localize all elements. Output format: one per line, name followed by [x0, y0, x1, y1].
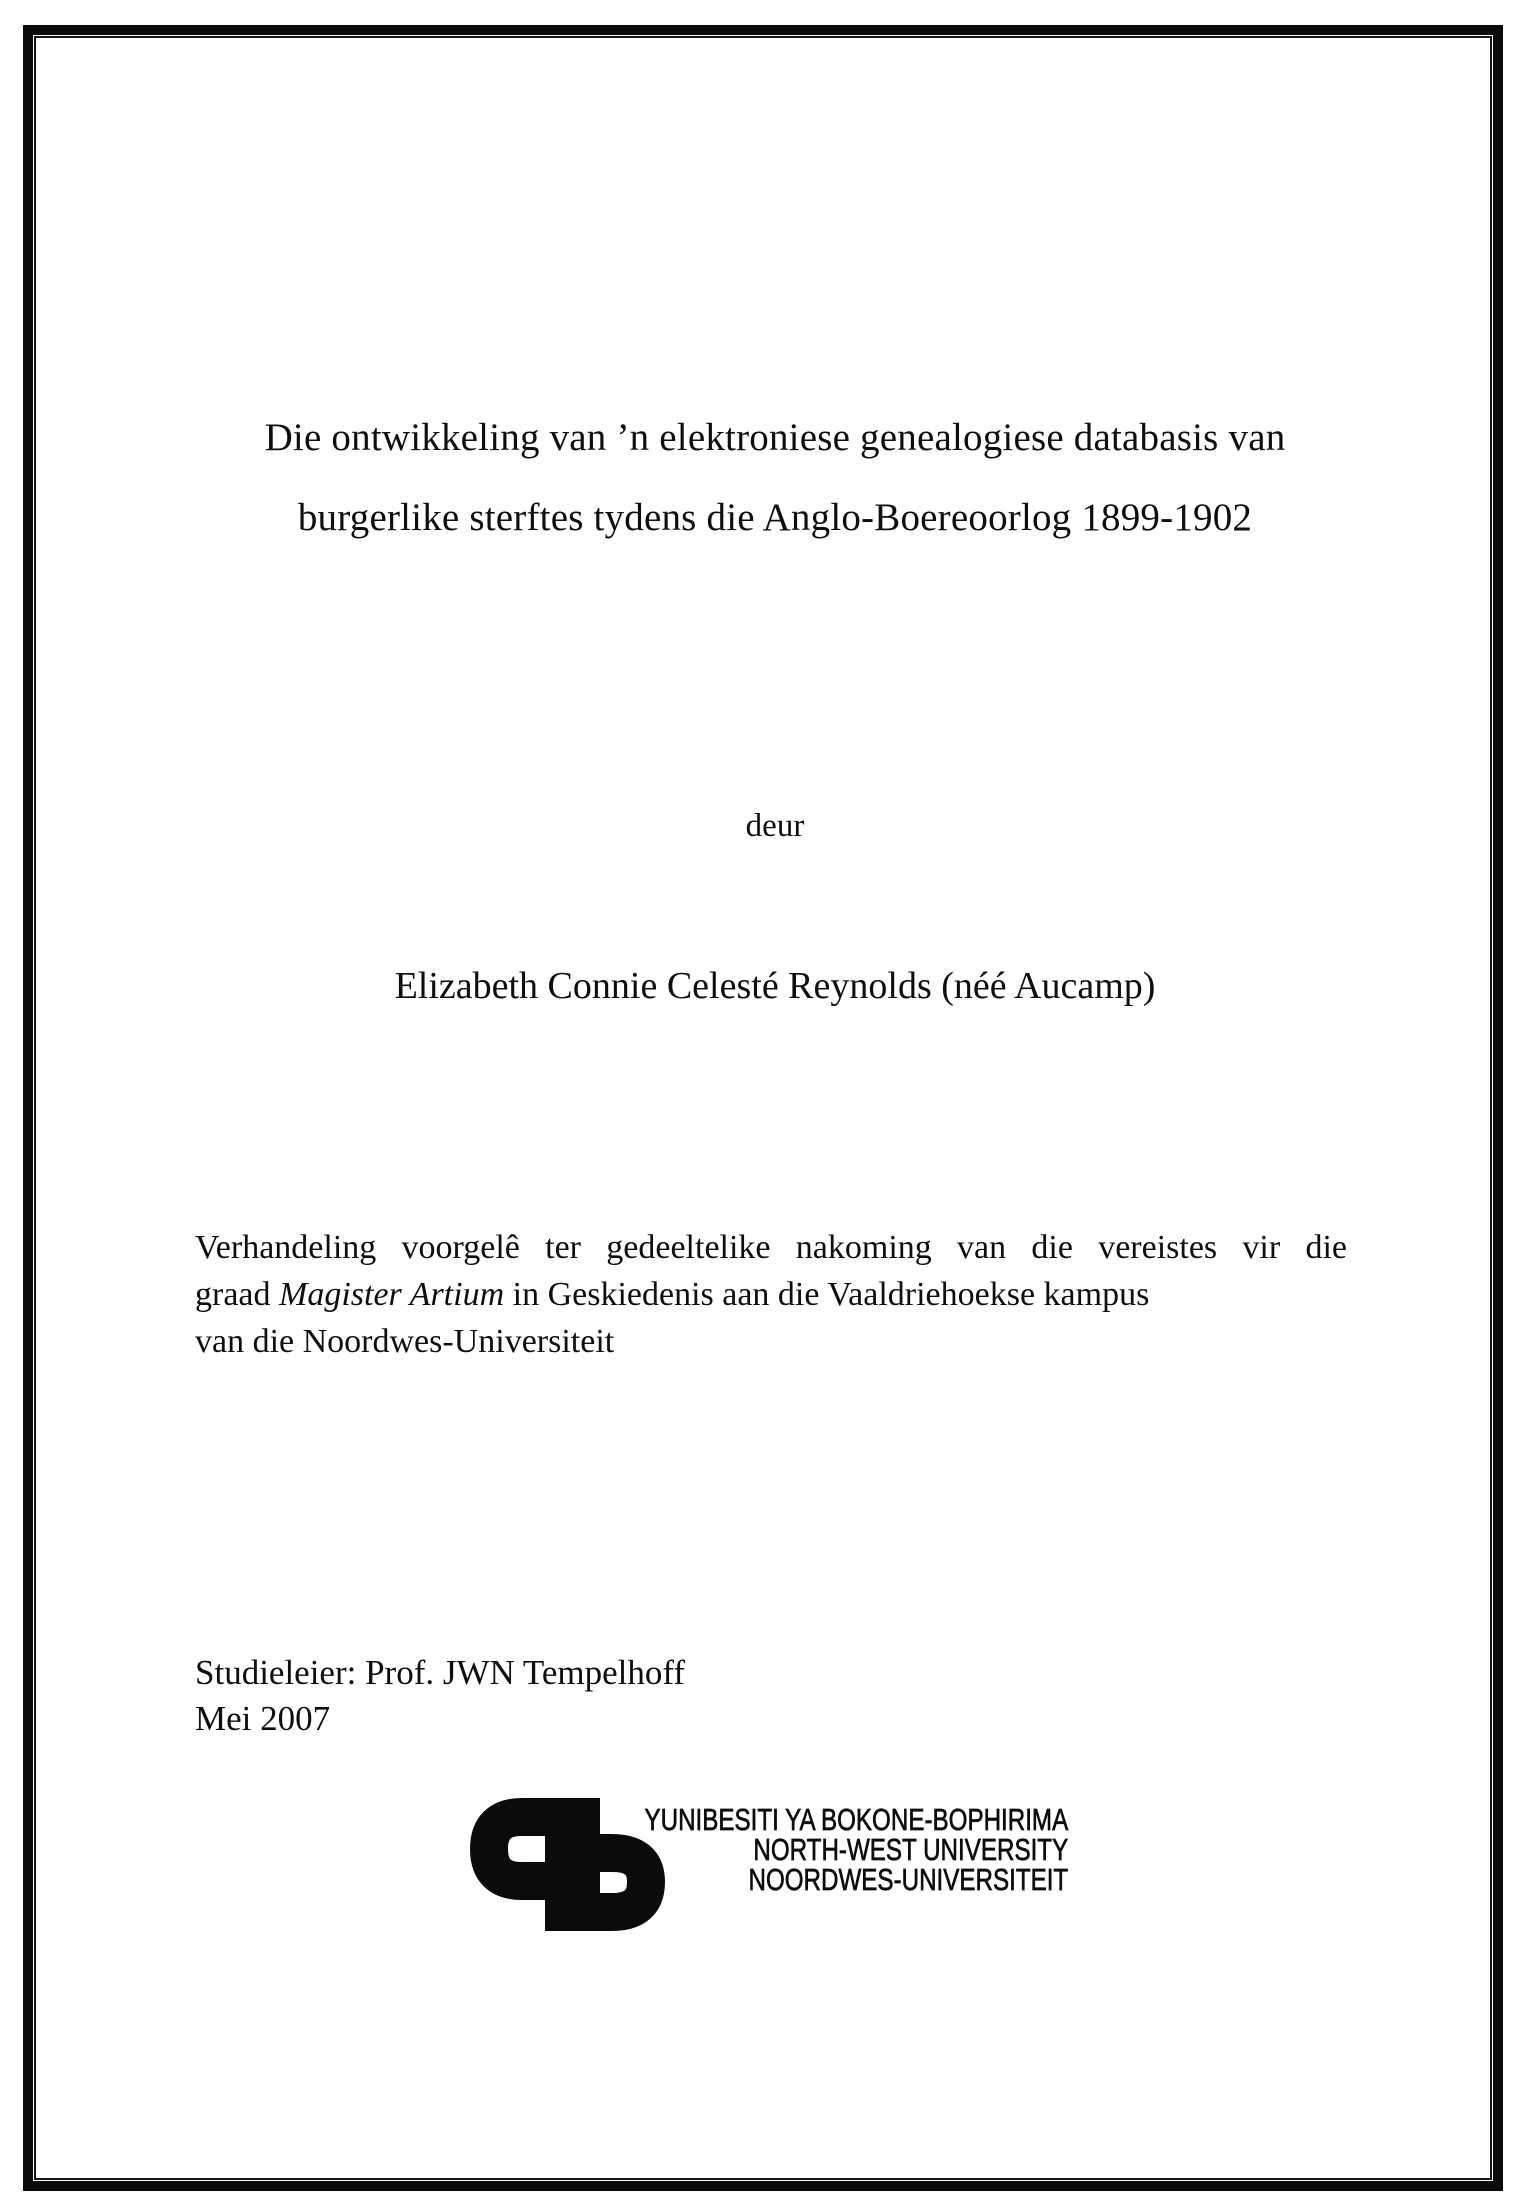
byline-label: deur — [745, 808, 805, 844]
degree-name-italic: Magister Artium — [279, 1276, 505, 1313]
university-logo-text — [644, 1802, 1068, 1897]
thesis-title-line2: burgerlike sterftes tydens die Anglo-Boereoorlog 1899-1902 — [297, 496, 1253, 539]
degree-statement-line2-post: in Geskiedenis aan die Vaaldriehoekse kampus — [504, 1276, 1150, 1313]
university-name-english: NORTH-WEST UNIVERSITY — [753, 1832, 1068, 1867]
university-logo-icon — [470, 1798, 667, 1933]
degree-statement — [195, 1224, 1347, 1365]
supervisor-block — [195, 1650, 1095, 1742]
thesis-title-line1: Die ontwikkeling van ’n elektroniese genealogiese databasis van — [264, 416, 1286, 459]
university-name-afrikaans: NOORDWES-UNIVERSITEIT — [748, 1862, 1068, 1897]
thesis-title — [195, 398, 1355, 558]
date-line: Mei 2007 — [195, 1699, 331, 1738]
degree-statement-line1: Verhandeling voorgelê ter gedeeltelike nakoming van die vereistes vir die — [195, 1229, 1347, 1266]
degree-statement-line3: van die Noordwes-Universiteit — [195, 1323, 615, 1360]
degree-statement-line2 — [195, 1271, 1347, 1318]
university-logo — [470, 1798, 1070, 1938]
supervisor-line: Studieleier: Prof. JWN Tempelhoff — [195, 1653, 686, 1692]
degree-statement-line2-pre: graad — [195, 1276, 280, 1313]
author-name: Elizabeth Connie Celesté Reynolds (néé Aucamp) — [394, 965, 1156, 1007]
university-name-setswana: YUNIBESITI YA BOKONE-BOPHIRIMA — [644, 1802, 1068, 1837]
